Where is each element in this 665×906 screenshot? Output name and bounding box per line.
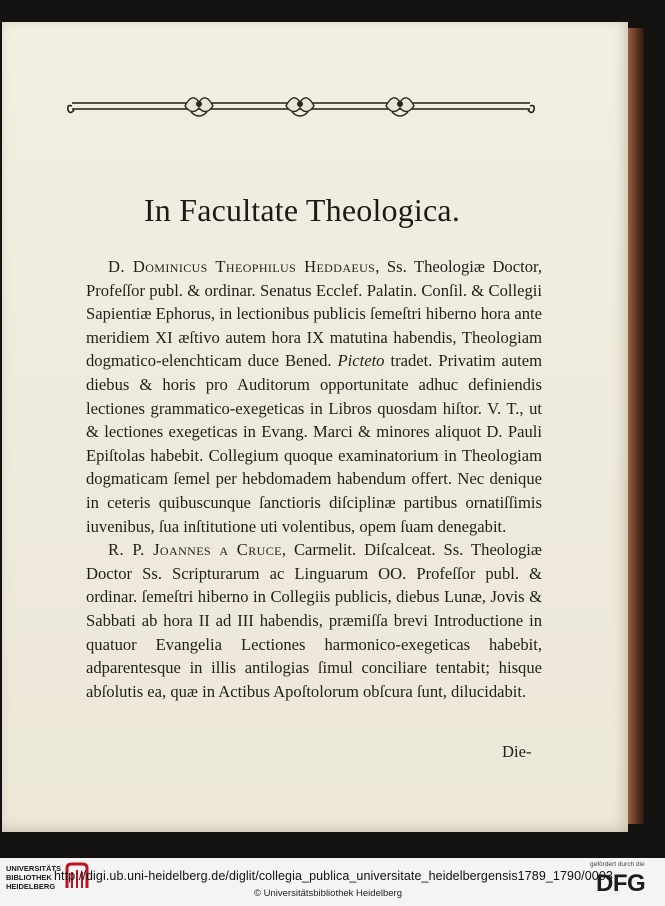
permalink-url[interactable]: http://digi.ub.uni-heidelberg.de/diglit/collegia_publica_universitate_heidelbergensis1789_1790/0003	[54, 869, 613, 883]
viewer-footer	[0, 858, 665, 906]
paragraph-heddaeus-text: , Ss. Theologiæ Doctor, Profeſſor publ. & ordinar. Senatus Ecclef. Palatin. Conſil. & Collegii Sapientiæ Ephorus, in lectionibus publicis ſemeſtri hiberno hora ante meridiem XI æſtivo autem hora IX matutina habendis, Theologiam dogmatico-elenchticam duce Bened.	[86, 257, 543, 371]
funder-note: gefördert durch die	[590, 861, 645, 868]
body-text	[86, 255, 542, 703]
professor-name-heddaeus: D. Dominicus Theophilus Heddaeus	[108, 257, 376, 276]
catchword: Die-	[502, 742, 532, 761]
paragraph-cruce-text: , Carmelit. Diſcalceat. Ss. Theologiæ Doctor Ss. Scripturarum ac Linguarum OO. Profeſſor publ. & ordinar. ſemeſtri hiberno in Collegiis publicis, diebus Lunæ, Jovis & Sabbati ab hora II ad III habendis, præmiſſa brevi Introductione in quatuor Evangelia Lectiones harmonico-exegeticas habebit, adparentesque in illis antilogias ſimul conciliare tentabit; hisque abſolutis ea, quæ in Actibus Apoſtolorum obſcura ſunt, dilucidabit.	[86, 540, 542, 701]
logo-line-2: BIBLIOTHEK	[6, 873, 52, 882]
dfg-logo[interactable]: DFG	[596, 870, 646, 897]
paragraph-heddaeus-text2: tradet. Privatim autem diebus & horis pro Auditorum opportunitate adhuc definiendis lectiones grammatico-exegeticas in Libros quosdam hiſtor. V. T., ut & lectiones exegeticas in Evang. Marci & minores aliquot D. Pauli Epiſtolas habebit. Collegium quoque examinatorium in Theologiam dogmaticam ſemel per hebdomadem habendum offert. Nec denique in ceteris quibuscunque ſanctioris diſciplinæ partibus ornatiſſimis iuvenibus, ſua inſtitutione uti volentibus, opem ſuam denegabit.	[86, 351, 542, 536]
copyright-notice: © Universitätsbibliothek Heidelberg	[254, 888, 402, 899]
section-title: In Facultate Theologica.	[143, 192, 461, 228]
headpiece-ornament	[66, 88, 536, 124]
logo-line-1: UNIVERSITÄTS	[6, 864, 62, 873]
paragraph-heddaeus-italic: Picteto	[337, 351, 385, 371]
book-page	[2, 22, 628, 832]
paragraph-cruce	[86, 538, 542, 703]
logo-line-3: HEIDELBERG	[6, 882, 56, 891]
professor-name-cruce: R. P. Joannes a Cruce	[108, 540, 282, 560]
paragraph-heddaeus	[86, 255, 542, 538]
